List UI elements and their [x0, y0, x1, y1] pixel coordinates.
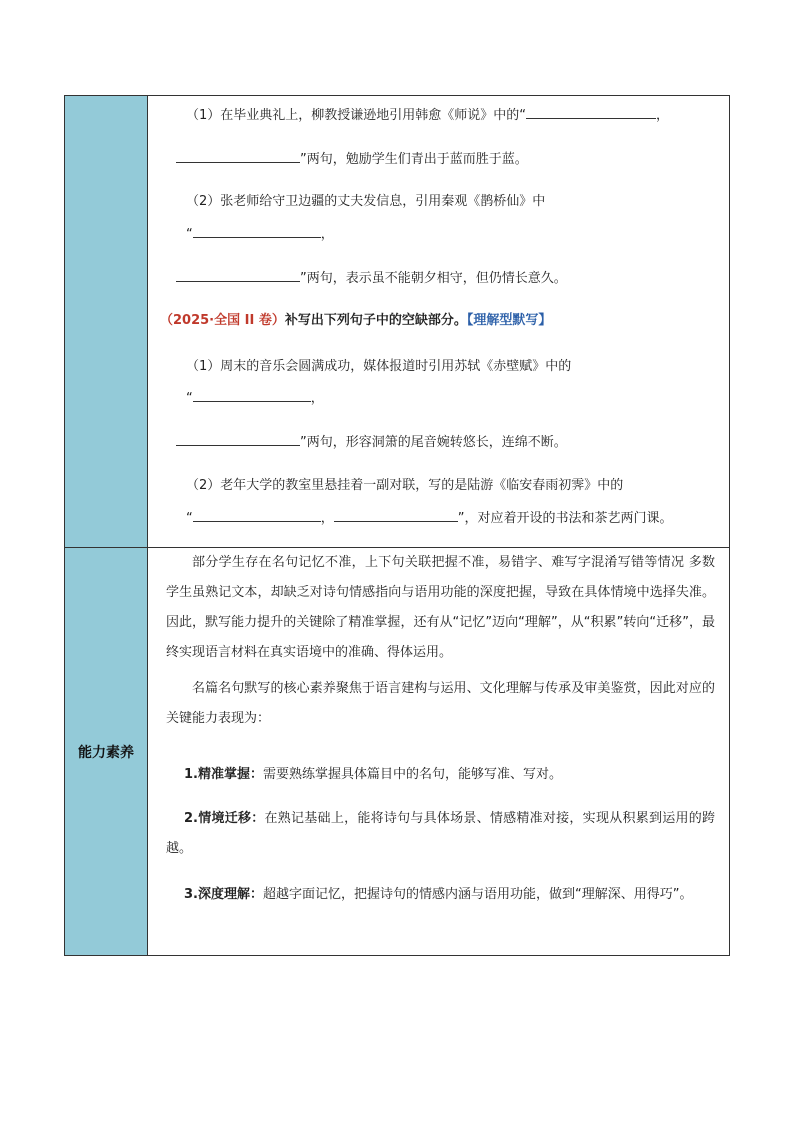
exam-source: （2025·全国 II 卷）: [160, 313, 285, 328]
table-row-exercises: [65, 96, 730, 548]
question-1-line-2: [176, 150, 715, 168]
answer-blank[interactable]: [176, 150, 300, 163]
question-2-line-2: [186, 225, 715, 243]
answer-blank[interactable]: [176, 433, 300, 446]
question-text: （1）在毕业典礼上，柳教授谦逊地引用韩愈《师说》中的“: [186, 108, 527, 123]
answer-blank[interactable]: [176, 269, 300, 282]
question-type-tag: 【理解型默写】: [466, 313, 552, 328]
ability-paragraph-2: 名篇名句默写的核心素养聚焦于语言建构与运用、文化理解与传承及审美鉴赏，因此对应的关键能力表现为：: [166, 681, 715, 726]
ability-content-cell: [148, 548, 730, 956]
row-label-cell: [65, 548, 148, 956]
item-title: 3.深度理解：: [184, 887, 263, 902]
question-4-line-2: [186, 509, 715, 527]
comma: ，: [320, 511, 334, 526]
question-4-line-1: [186, 478, 715, 494]
row-label-cell-empty: [65, 96, 148, 548]
open-quote: “: [186, 511, 193, 526]
question-1-line-1: [186, 106, 715, 124]
question-3-line-1: [186, 359, 715, 375]
item-title: 1.精准掌握：: [184, 767, 263, 782]
answer-blank[interactable]: [193, 225, 321, 238]
question-3-line-3: [176, 433, 715, 451]
question-text: ”两句，表示虽不能朝夕相守，但仍情长意久。: [300, 271, 567, 286]
heading-instruction: 补写出下列句子中的空缺部分。: [284, 313, 467, 328]
item-text: 超越字面记忆，把握诗句的情感内涵与语用功能，做到“理解深、用得巧”。: [262, 887, 693, 902]
comma: ，: [310, 391, 324, 406]
question-2-line-3: [176, 269, 715, 287]
open-quote: “: [186, 391, 193, 406]
question-text: ”两句，勉励学生们青出于蓝而胜于蓝。: [300, 152, 528, 167]
question-text: （1）周末的音乐会圆满成功，媒体报道时引用苏轼《赤壁赋》中的: [186, 359, 572, 374]
comma: ，: [656, 108, 670, 123]
answer-blank[interactable]: [334, 509, 458, 522]
question-2-line-1: [186, 194, 715, 210]
answer-blank[interactable]: [193, 509, 321, 522]
ability-item-1: [166, 760, 715, 790]
ability-item-2: [166, 804, 715, 864]
exercise-content-cell: [148, 96, 730, 548]
exercise-heading: [160, 313, 715, 329]
ability-paragraph-1: 部分学生存在名句记忆不准，上下句关联把握不准，易错字、难写字混淆写错等情况 多数学生虽熟记文本，却缺乏对诗句情感指向与语用功能的深度把握，导致在具体情境中选择失准。因此，默写能力提升的关键除了精准掌握，还有从“记忆”迈向“理解”，从“积累”转向“迁移”，最终实现语言材料在真实语境中的准确、得体运用。: [166, 555, 715, 660]
question-text: （2）老年大学的教室里悬挂着一副对联，写的是陆游《临安春雨初霁》中的: [186, 478, 624, 493]
document-table: [64, 95, 730, 956]
question-text: （2）张老师给守卫边疆的丈夫发信息，引用秦观《鹊桥仙》中: [186, 194, 546, 209]
answer-blank[interactable]: [193, 389, 311, 402]
row-label: 能力素养: [78, 744, 134, 761]
comma: ，: [320, 227, 334, 242]
item-text: 需要熟练掌握具体篇目中的名句，能够写准、写对。: [262, 767, 562, 782]
answer-blank[interactable]: [526, 106, 656, 119]
question-3-line-2: [186, 389, 715, 407]
question-text: ”两句，形容洞箫的尾音婉转悠长，连绵不断。: [300, 435, 567, 450]
question-text: ”，对应着开设的书法和茶艺两门课。: [457, 511, 673, 526]
item-title: 2.情境迁移：: [184, 811, 265, 826]
item-text: 在熟记基础上，能将诗句与具体场景、情感精准对接，实现从积累到运用的跨越。: [166, 811, 715, 856]
table-row-ability: [65, 548, 730, 956]
ability-item-3: [166, 880, 715, 910]
open-quote: “: [186, 227, 193, 242]
